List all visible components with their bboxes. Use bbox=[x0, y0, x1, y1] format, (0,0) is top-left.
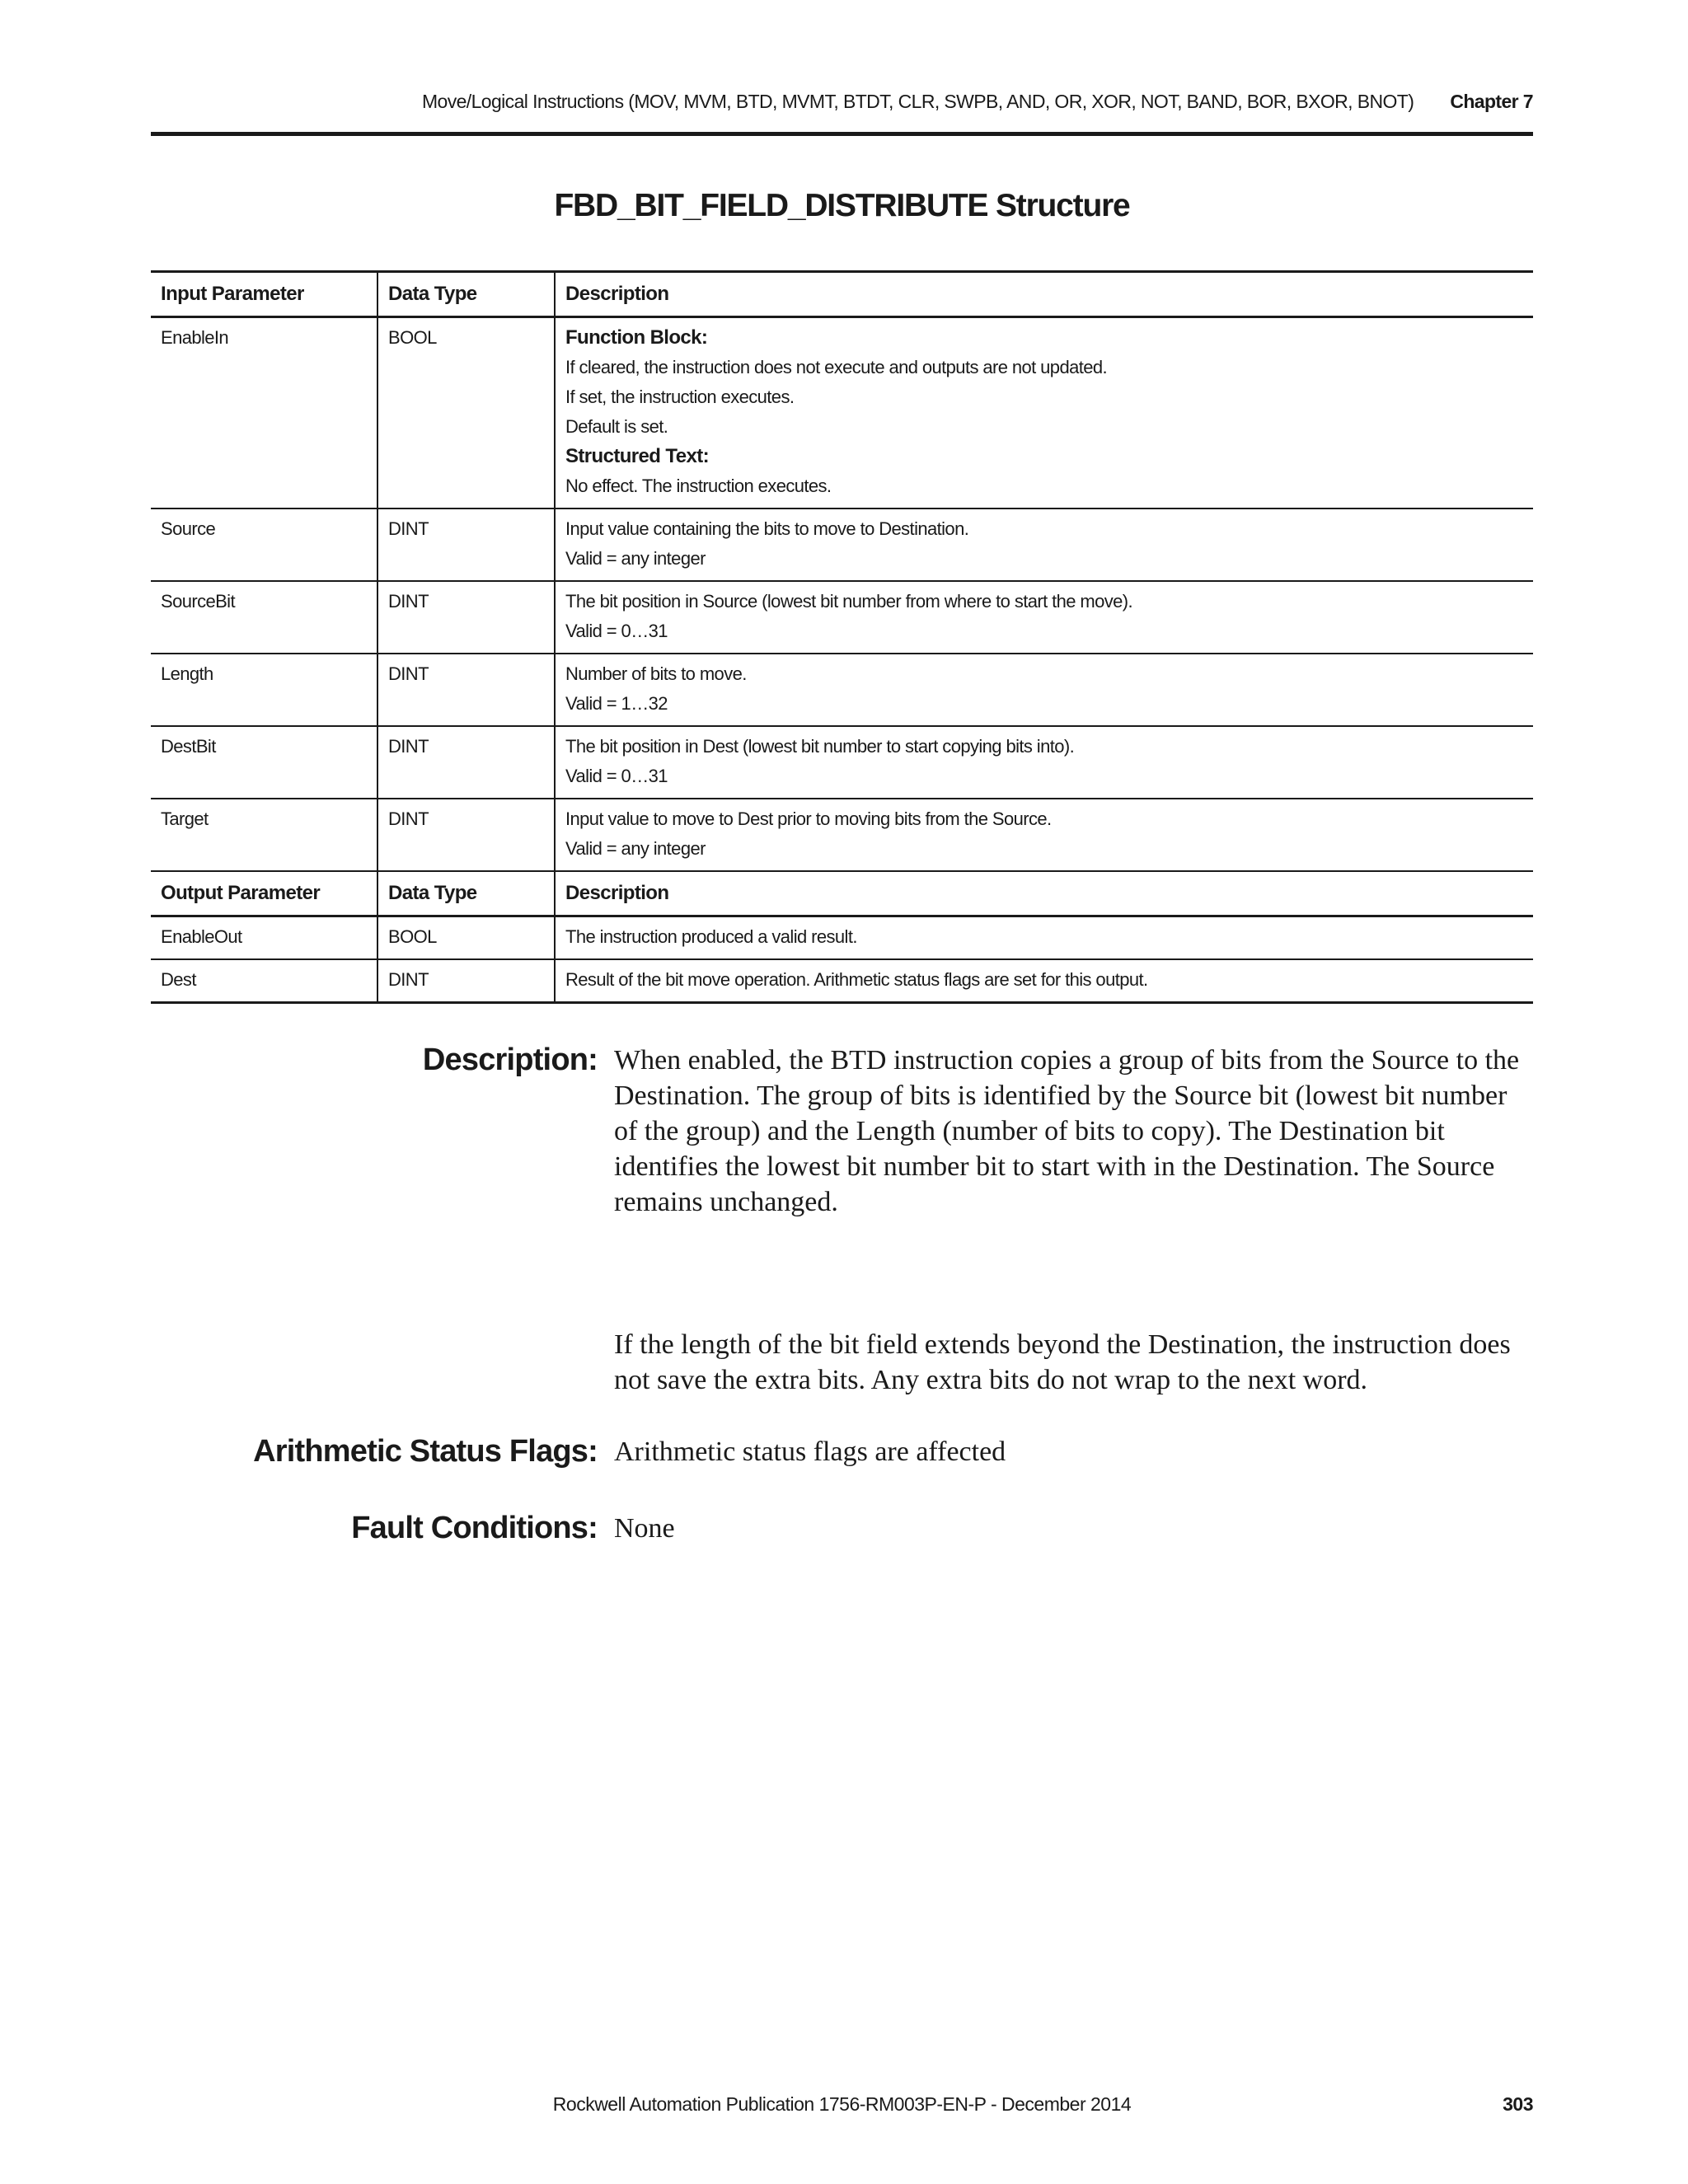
valid-range: Valid = 1…32 bbox=[565, 693, 668, 714]
valid-range: Valid = any integer bbox=[565, 838, 706, 859]
param-type: DINT bbox=[377, 959, 555, 1003]
table-row bbox=[151, 654, 1533, 726]
param-name: DestBit bbox=[151, 726, 377, 799]
description-line: If cleared, the instruction does not execute and outputs are not updated. bbox=[565, 357, 1108, 377]
description-paragraph-1: When enabled, the BTD instruction copies a group of bits from the Source to the Destination. The group of bits is identified by the Source bit (lowest bit number of the group) and the Length (number of bits to copy). The Destination bit identifies the lowest bit number bit to start with in the Destination. The Source remains unchanged. bbox=[614, 1045, 1520, 1217]
valid-range: Valid = any integer bbox=[565, 548, 706, 569]
param-type: DINT bbox=[377, 581, 555, 654]
param-description: The instruction produced a valid result. bbox=[555, 916, 1533, 960]
param-name: SourceBit bbox=[151, 581, 377, 654]
arithmetic-flags-text: Arithmetic status flags are affected bbox=[614, 1436, 1006, 1467]
input-header-row bbox=[151, 272, 1533, 317]
page-number: 303 bbox=[1503, 2093, 1533, 2115]
param-type: DINT bbox=[377, 654, 555, 726]
param-description bbox=[555, 726, 1533, 799]
parameter-table bbox=[151, 270, 1533, 1004]
description-line: Input value to move to Dest prior to moving bits from the Source. bbox=[565, 808, 1052, 829]
param-name: EnableOut bbox=[151, 916, 377, 960]
running-title: Move/Logical Instructions (MOV, MVM, BTD, MVMT, BTDT, CLR, SWPB, AND, OR, XOR, NOT, BAND, BOR, BXOR, BNOT) bbox=[421, 91, 1414, 112]
description-line: The bit position in Dest (lowest bit number to start copying bits into). bbox=[565, 736, 1075, 757]
description-line: Default is set. bbox=[565, 416, 668, 437]
page-footer bbox=[151, 2093, 1533, 2126]
column-header: Data Type bbox=[377, 871, 555, 916]
function-block-heading: Function Block: bbox=[565, 326, 708, 349]
description-label: Description: bbox=[422, 1043, 598, 1077]
column-header: Description bbox=[555, 272, 1533, 317]
param-type: DINT bbox=[377, 726, 555, 799]
chapter-label: Chapter 7 bbox=[1450, 91, 1533, 112]
param-description bbox=[555, 509, 1533, 581]
param-description bbox=[555, 581, 1533, 654]
running-header bbox=[151, 91, 1533, 124]
param-description: Result of the bit move operation. Arithmetic status flags are set for this output. bbox=[555, 959, 1533, 1003]
description-line: Input value containing the bits to move to Destination. bbox=[565, 518, 969, 539]
header-rule bbox=[151, 132, 1533, 136]
structured-text-heading: Structured Text: bbox=[565, 445, 709, 467]
param-name: Dest bbox=[151, 959, 377, 1003]
param-name: Source bbox=[151, 509, 377, 581]
param-name: EnableIn bbox=[151, 317, 377, 509]
param-type: DINT bbox=[377, 799, 555, 871]
valid-range: Valid = 0…31 bbox=[565, 621, 668, 641]
arithmetic-flags-label: Arithmetic Status Flags: bbox=[253, 1434, 598, 1469]
param-description bbox=[555, 799, 1533, 871]
column-header: Input Parameter bbox=[151, 272, 377, 317]
description-line: The bit position in Source (lowest bit number from where to start the move). bbox=[565, 591, 1133, 612]
publication-info: Rockwell Automation Publication 1756-RM003P-EN-P - December 2014 bbox=[552, 2093, 1132, 2115]
table-row bbox=[151, 916, 1533, 960]
table-row bbox=[151, 317, 1533, 509]
param-name: Target bbox=[151, 799, 377, 871]
column-header: Data Type bbox=[377, 272, 555, 317]
table-row bbox=[151, 726, 1533, 799]
description-line: Number of bits to move. bbox=[565, 663, 747, 684]
output-header-row bbox=[151, 871, 1533, 916]
table-row bbox=[151, 581, 1533, 654]
description-line: No effect. The instruction executes. bbox=[565, 476, 832, 496]
valid-range: Valid = 0…31 bbox=[565, 766, 668, 786]
description-paragraph-2: If the length of the bit field extends beyond the Destination, the instruction does not save the extra bits. Any extra bits do not wrap to the next word. bbox=[614, 1329, 1511, 1395]
param-name: Length bbox=[151, 654, 377, 726]
structure-title: FBD_BIT_FIELD_DISTRIBUTE Structure bbox=[554, 188, 1130, 223]
table-row bbox=[151, 509, 1533, 581]
param-type: DINT bbox=[377, 509, 555, 581]
column-header: Output Parameter bbox=[151, 871, 377, 916]
param-description bbox=[555, 317, 1533, 509]
column-header: Description bbox=[555, 871, 1533, 916]
table-row bbox=[151, 799, 1533, 871]
fault-conditions-label: Fault Conditions: bbox=[351, 1511, 598, 1545]
description-line: If set, the instruction executes. bbox=[565, 387, 795, 407]
fault-conditions-text: None bbox=[614, 1513, 675, 1544]
param-type: BOOL bbox=[377, 317, 555, 509]
param-description bbox=[555, 654, 1533, 726]
param-type: BOOL bbox=[377, 916, 555, 960]
table-row bbox=[151, 959, 1533, 1003]
